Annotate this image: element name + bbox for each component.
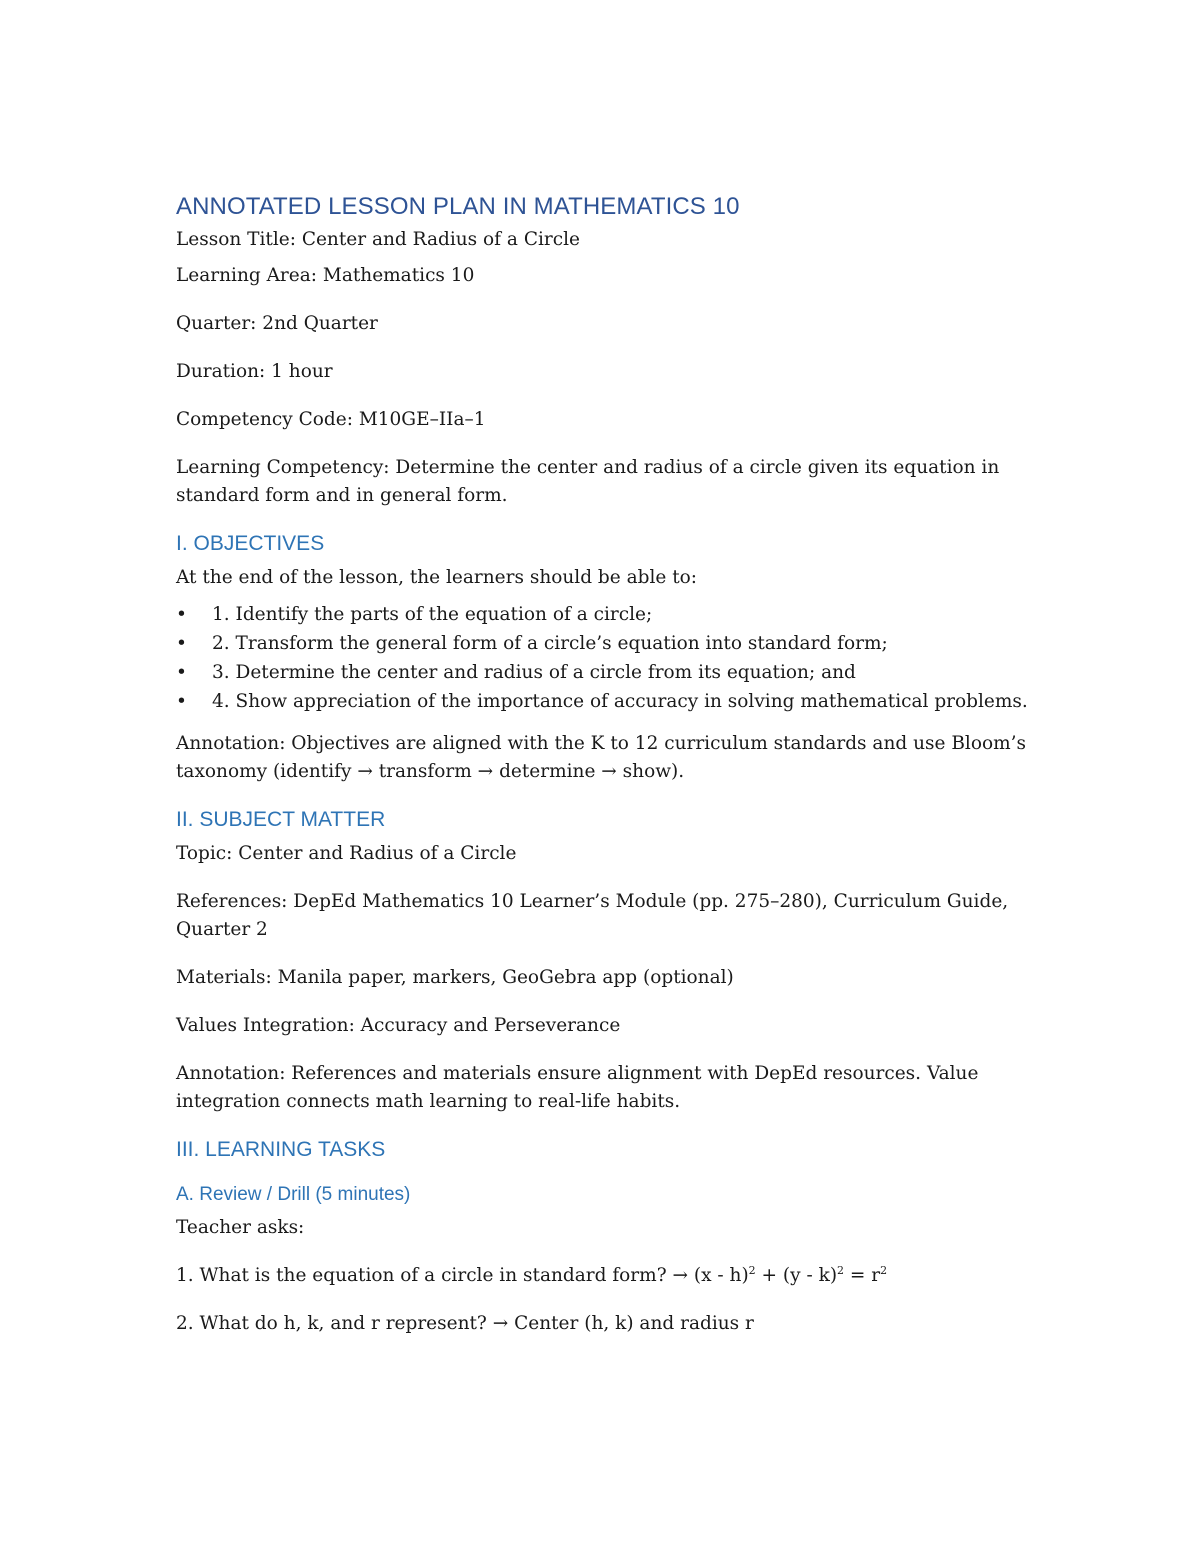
- exponent: 2: [748, 1263, 756, 1277]
- exponent: 2: [880, 1263, 888, 1277]
- subject-matter-annotation: Annotation: References and materials ensure alignment with DepEd resources. Value integration connects math learning to real-life habits.: [176, 1063, 979, 1112]
- list-item: [176, 629, 1036, 658]
- topic-field: Topic: Center and Radius of a Circle: [176, 843, 517, 864]
- q1-end: = r: [844, 1265, 881, 1286]
- lesson-title-field: Lesson Title: Center and Radius of a Circle: [176, 229, 580, 250]
- learning-competency-field: Learning Competency: Determine the center and radius of a circle given its equation in standard form and in general form.: [176, 457, 1000, 506]
- document-title: ANNOTATED LESSON PLAN IN MATHEMATICS 10: [176, 193, 740, 220]
- q1-mid: + (y - k): [755, 1265, 838, 1286]
- list-item: [176, 658, 1036, 687]
- references-field: References: DepEd Mathematics 10 Learner’s Module (pp. 275–280), Curriculum Guide, Quarter 2: [176, 891, 1009, 940]
- learning-tasks-heading: III. LEARNING TASKS: [176, 1138, 386, 1161]
- objectives-heading: I. OBJECTIVES: [176, 532, 325, 555]
- review-drill-heading: A. Review / Drill (5 minutes): [176, 1184, 411, 1205]
- values-field: Values Integration: Accuracy and Perseverance: [176, 1015, 621, 1036]
- review-intro: Teacher asks:: [176, 1217, 305, 1238]
- bullet-icon: •: [176, 604, 187, 625]
- q1-text: 1. What is the equation of a circle in standard form? → (x - h): [176, 1265, 749, 1286]
- learning-area-field: Learning Area: Mathematics 10: [176, 265, 475, 286]
- subject-matter-heading: II. SUBJECT MATTER: [176, 808, 386, 831]
- objective-text: 4. Show appreciation of the importance of accuracy in solving mathematical problems.: [212, 691, 1028, 712]
- document-content: [176, 192, 1036, 1358]
- materials-field: Materials: Manila paper, markers, GeoGebra app (optional): [176, 967, 734, 988]
- list-item: [176, 687, 1036, 716]
- objectives-annotation: Annotation: Objectives are aligned with the K to 12 curriculum standards and use Bloom’s taxonomy (identify → transform → determine → show).: [176, 733, 1027, 782]
- objectives-intro: At the end of the lesson, the learners should be able to:: [176, 567, 698, 588]
- duration-field: Duration: 1 hour: [176, 361, 333, 382]
- quarter-field: Quarter: 2nd Quarter: [176, 313, 378, 334]
- list-item: [176, 600, 1036, 629]
- bullet-icon: •: [176, 691, 187, 712]
- competency-code-field: Competency Code: M10GE–IIa–1: [176, 409, 486, 430]
- objective-text: 3. Determine the center and radius of a circle from its equation; and: [212, 662, 856, 683]
- review-question-1: [176, 1262, 1036, 1290]
- objective-text: 2. Transform the general form of a circle’s equation into standard form;: [212, 633, 888, 654]
- objective-text: 1. Identify the parts of the equation of a circle;: [212, 604, 653, 625]
- review-question-2: 2. What do h, k, and r represent? → Center (h, k) and radius r: [176, 1313, 754, 1334]
- bullet-icon: •: [176, 633, 187, 654]
- objectives-list: [176, 600, 1036, 716]
- exponent: 2: [837, 1263, 845, 1277]
- bullet-icon: •: [176, 662, 187, 683]
